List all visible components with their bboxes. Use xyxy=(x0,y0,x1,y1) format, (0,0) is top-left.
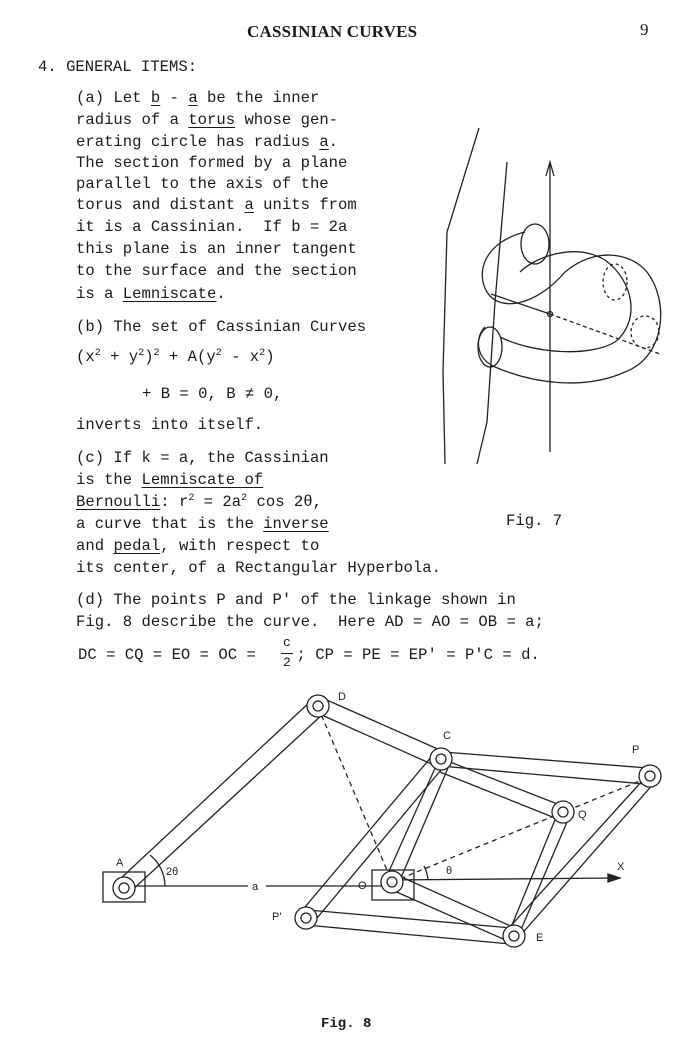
fig8-caption: Fig. 8 xyxy=(321,1016,372,1032)
item-b-equation-2: + B = 0, B ≠ 0, xyxy=(142,385,283,403)
item-c-line-2: is the Lemniscate of xyxy=(76,471,264,489)
item-d-line-2: Fig. 8 describe the curve. Here AD = AO = OB = a; xyxy=(76,613,544,631)
bar-C-O xyxy=(386,766,448,880)
label-Pp: P' xyxy=(272,911,282,923)
item-a-line-2: radius of a torus whose gen- xyxy=(76,111,339,129)
fraction-bar xyxy=(281,653,293,654)
label-O: O xyxy=(358,880,367,892)
label-P: P xyxy=(632,744,640,756)
joint-D xyxy=(307,695,329,717)
section-heading: 4. GENERAL ITEMS: xyxy=(38,58,198,76)
item-c-line-1: (c) If k = a, the Cassinian xyxy=(76,449,329,467)
bar-D-C xyxy=(315,697,440,766)
angle-arc-2theta xyxy=(150,855,165,886)
item-d-line-3: DC = CQ = EO = OC = ; CP = PE = EP' = P'C = d. xyxy=(78,646,540,664)
cutting-plane-right-edge xyxy=(477,162,507,464)
label-C: C xyxy=(443,730,451,742)
label-Q: Q xyxy=(578,809,587,821)
item-d-line-1: (d) The points P and P' of the linkage shown in xyxy=(76,591,516,609)
bar-P-E xyxy=(507,780,655,937)
joint-P xyxy=(639,765,661,787)
label-E: E xyxy=(536,932,544,944)
fraction-denominator: 2 xyxy=(283,655,291,670)
bar-C-P xyxy=(440,752,648,784)
item-a-line-10: is a Lemniscate. xyxy=(76,285,226,303)
label-2theta: 2θ xyxy=(166,866,179,878)
joint-E xyxy=(503,925,525,947)
label-A: A xyxy=(116,857,124,869)
fig7-caption: Fig. 7 xyxy=(506,512,563,530)
bar-A-D xyxy=(119,700,324,893)
joint-Pp xyxy=(295,907,317,929)
radius-dashed-line xyxy=(550,314,660,354)
item-b-equation-1: $(x^2 + y^2)^2 + A(y^2 - x^2)$ xyxy=(76,348,275,366)
bar-C-Pp xyxy=(300,756,446,924)
bar-O-E xyxy=(392,875,515,942)
item-a-line-8: this plane is an inner tangent xyxy=(76,240,357,258)
label-theta: θ xyxy=(446,865,453,877)
generating-circle-left xyxy=(478,327,502,367)
joint-Q xyxy=(552,801,574,823)
item-c-line-6: its center, of a Rectangular Hyperbola. xyxy=(76,559,441,577)
item-a-line-9: to the surface and the section xyxy=(76,262,357,280)
label-a: a xyxy=(252,881,259,893)
bar-C-Q xyxy=(440,760,560,818)
item-b-line-1: (b) The set of Cassinian Curves xyxy=(76,318,367,336)
torus-outer-contour xyxy=(478,232,660,383)
cutting-plane-left-edge xyxy=(443,128,479,464)
item-a-line-5: parallel to the axis of the xyxy=(76,175,329,193)
item-b-line-4: inverts into itself. xyxy=(76,416,264,434)
item-a-line-7: it is a Cassinian. If b = 2a xyxy=(76,218,348,236)
fig8-linkage-diagram xyxy=(0,680,673,980)
bar-Pp-E xyxy=(306,910,512,944)
item-c-line-4: a curve that is the inverse xyxy=(76,515,329,533)
page-number: 9 xyxy=(640,20,649,39)
x-axis-line xyxy=(392,878,615,880)
dashed-line-D-O xyxy=(318,707,392,882)
joint-O xyxy=(381,871,403,893)
item-a-line-6: torus and distant a units from xyxy=(76,196,357,214)
item-a-line-3: erating circle has radius a. xyxy=(76,133,339,151)
item-a-line-1: (a) Let b - a be the inner xyxy=(76,89,320,107)
label-D: D xyxy=(338,691,346,703)
item-a-line-4: The section formed by a plane xyxy=(76,154,348,172)
generating-circle-top xyxy=(521,224,549,264)
fraction-numerator: c xyxy=(283,635,291,650)
fig7-torus-drawing xyxy=(425,122,673,470)
joint-C xyxy=(430,748,452,770)
label-X: X xyxy=(617,861,625,873)
radius-line xyxy=(491,294,550,314)
item-c-line-3: Bernoulli: $r^2 = 2a^2$ cos 2θ, xyxy=(76,493,323,511)
joint-A xyxy=(113,877,135,899)
page-title: CASSINIAN CURVES xyxy=(247,22,418,41)
bar-Q-E xyxy=(510,815,570,932)
x-axis-arrow xyxy=(608,874,620,882)
item-c-line-5: and pedal, with respect to xyxy=(76,537,320,555)
generating-circle-far xyxy=(631,316,659,348)
